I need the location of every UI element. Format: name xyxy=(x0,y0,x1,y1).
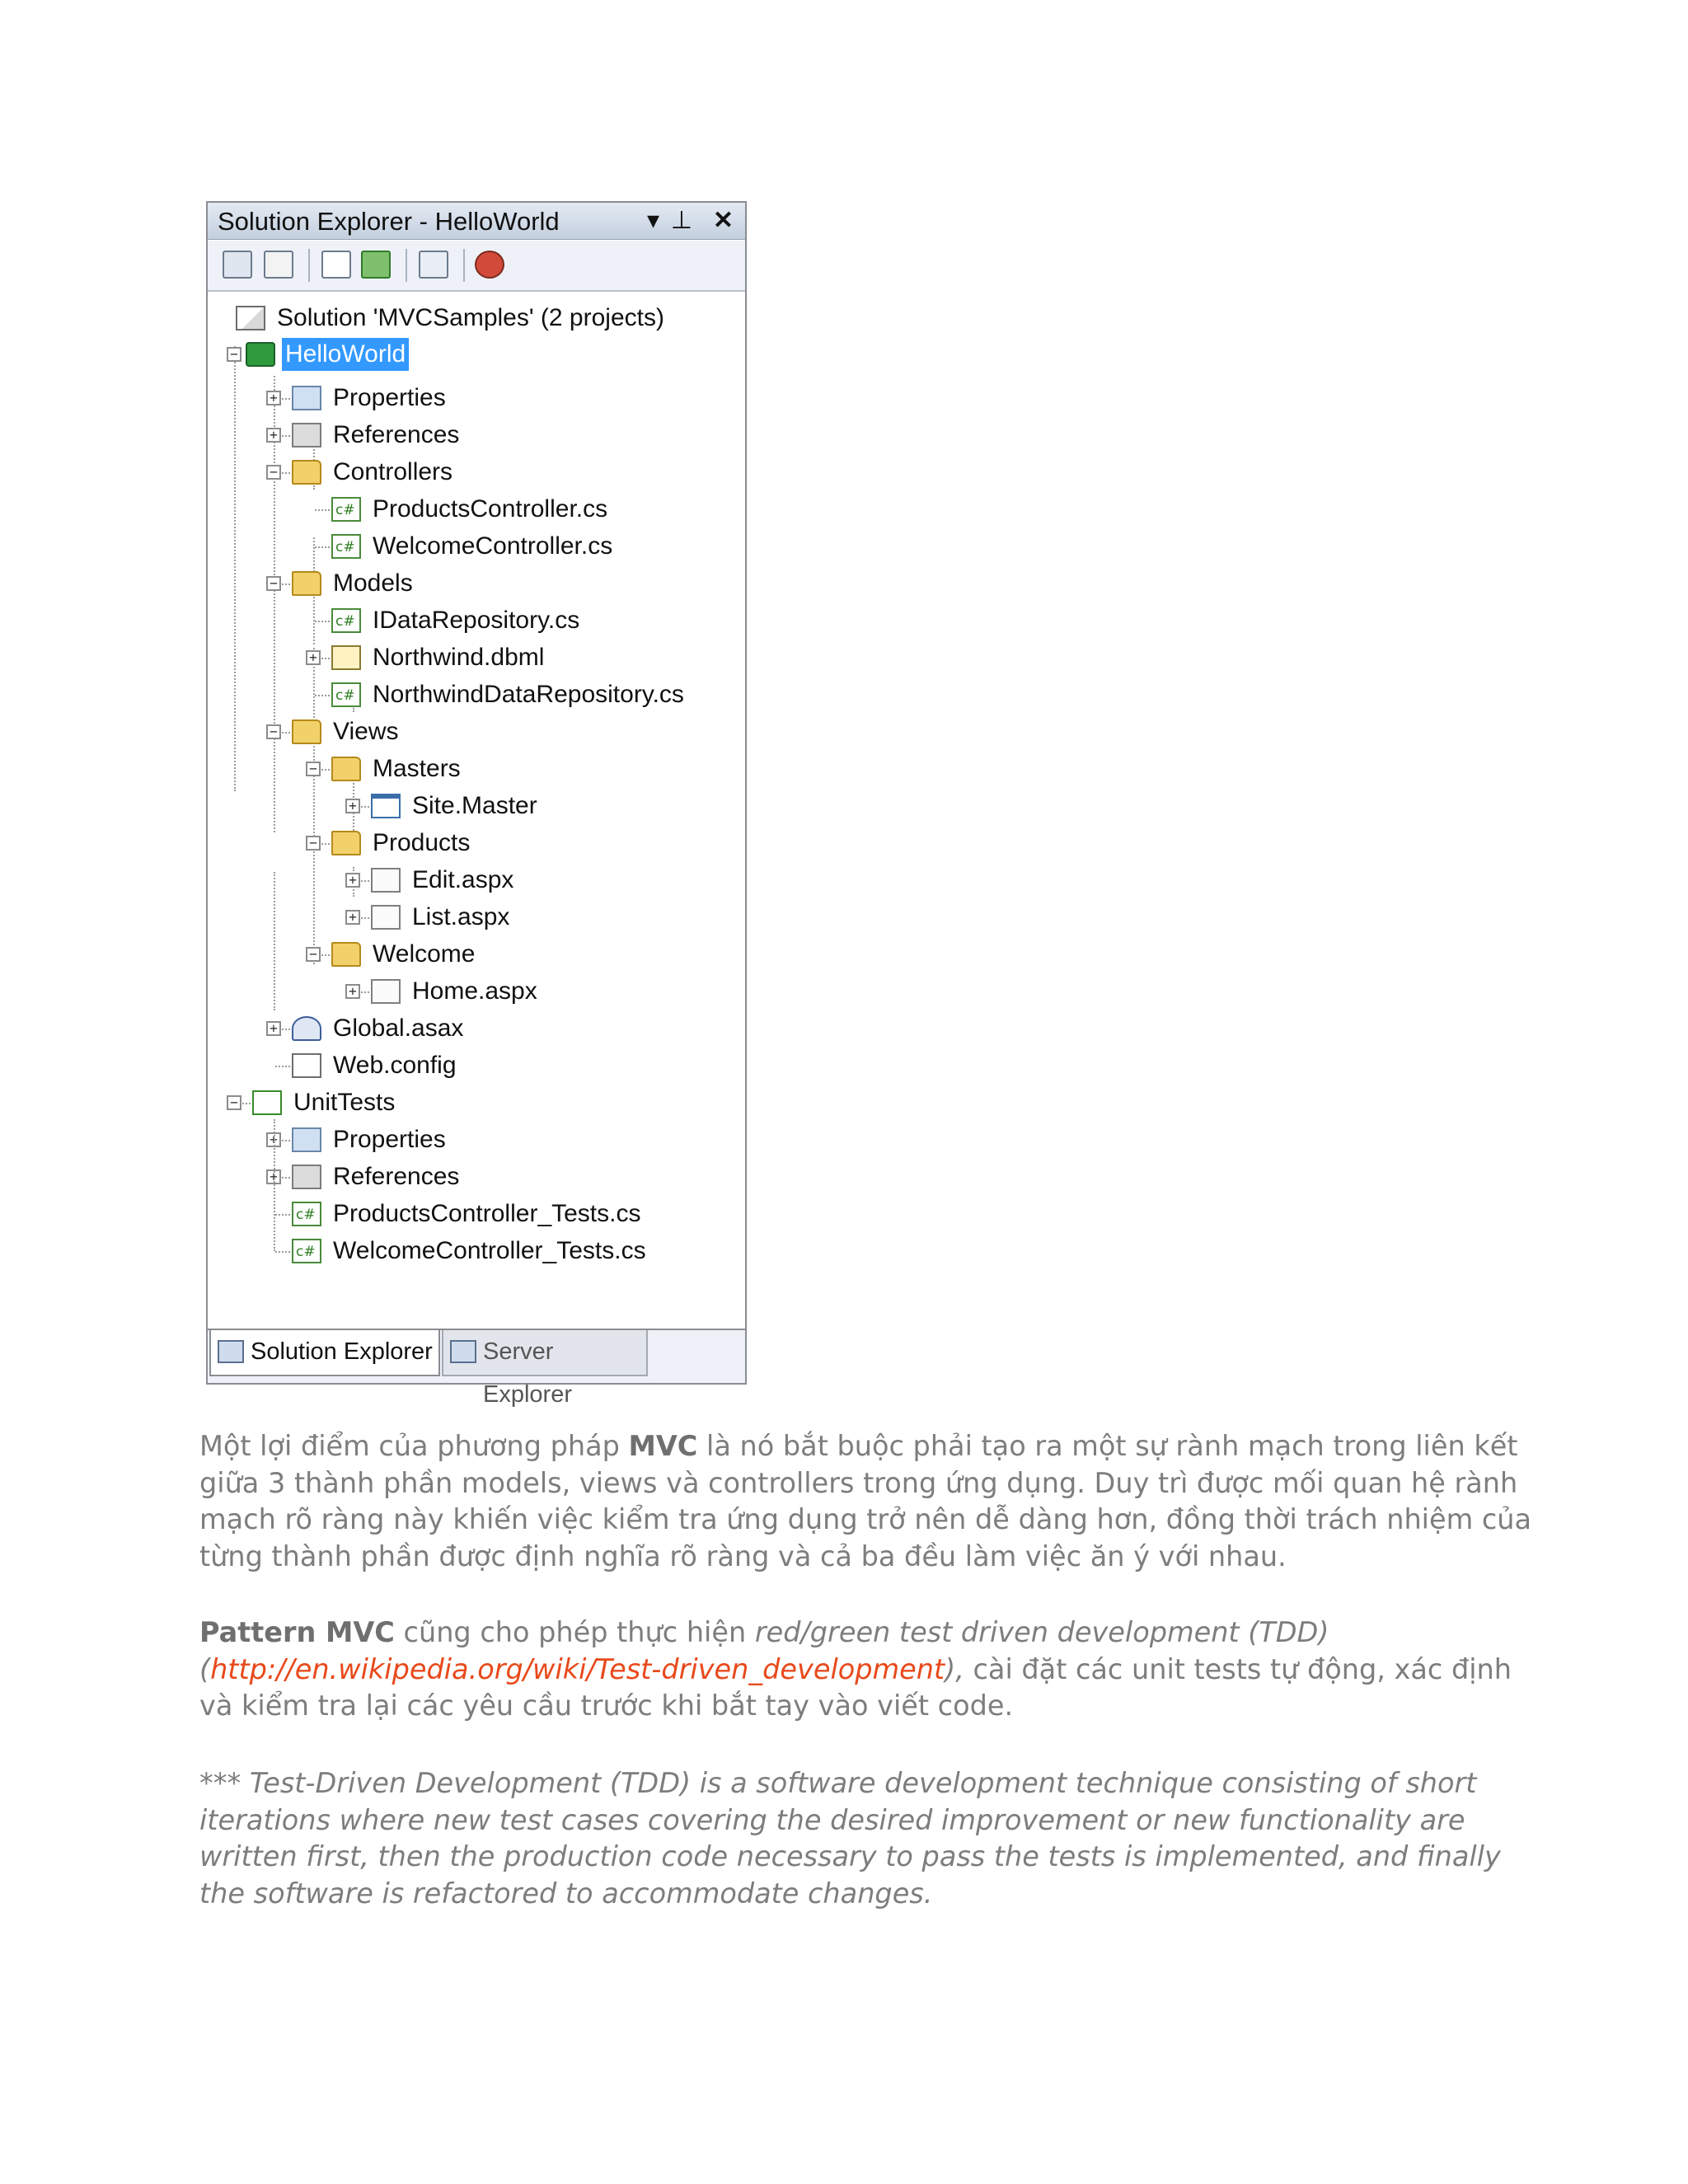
expand-icon[interactable]: + xyxy=(266,1169,281,1184)
tree-node-label: WelcomeController.cs xyxy=(373,532,613,560)
tree-node-label: Products xyxy=(373,829,471,856)
bold-term-mvc: MVC xyxy=(628,1430,698,1462)
close-icon[interactable]: ✕ xyxy=(712,207,734,234)
tree-node-label: IDataRepository.cs xyxy=(373,607,580,634)
tab-label: Solution Explorer xyxy=(251,1338,433,1365)
tree-node-label: Welcome xyxy=(373,940,476,968)
text-run: cài đặt các unit tests tự động, xác định và kiểm tra lại các yêu cầu trước khi bắt tay vào viết code. xyxy=(199,1652,1512,1722)
tree-node-label: Northwind.dbml xyxy=(373,644,545,671)
tree-node-label: Home.aspx xyxy=(412,977,537,1005)
tree-node-label: UnitTests xyxy=(293,1089,396,1116)
solution-icon xyxy=(236,306,265,330)
collapse-icon[interactable]: − xyxy=(306,947,321,962)
csharp-file-icon xyxy=(331,534,361,559)
debug-icon[interactable] xyxy=(475,251,504,279)
tree-node-label: Edit.aspx xyxy=(412,866,514,893)
tree-connector xyxy=(234,346,236,791)
tree-connector xyxy=(274,376,275,832)
tree-node-label: References xyxy=(333,421,460,448)
collapse-icon[interactable]: − xyxy=(306,762,321,776)
expand-icon[interactable]: + xyxy=(266,428,281,443)
expand-icon[interactable]: + xyxy=(345,910,360,925)
tree-connector xyxy=(315,509,333,511)
properties-folder-icon xyxy=(292,1127,321,1152)
toolbar-separator xyxy=(406,249,407,282)
tree-connector xyxy=(275,1214,293,1216)
tree-node-label: Views xyxy=(333,718,399,745)
solution-explorer-panel xyxy=(206,201,747,1408)
tree-node-label: List.aspx xyxy=(412,903,510,930)
panel-title: Solution Explorer - HelloWorld xyxy=(218,207,560,236)
tree-node-label: HelloWorld xyxy=(282,338,409,371)
toolbar-separator xyxy=(308,249,310,282)
solution-tree xyxy=(208,295,745,1329)
text-run: cũng cho phép thực hiện xyxy=(394,1616,755,1648)
expand-icon[interactable]: + xyxy=(345,984,360,999)
text-run: *** Test-Driven Development (TDD) is a software development technique consisting of short iterations where new test cases covering the desired improvement or new functionality are written first, then the production code necessary to pass the tests is implemented, and finally the software is refactored to accommodate changes. xyxy=(199,1767,1501,1910)
tree-node-label: Properties xyxy=(333,384,446,411)
tree-node-label: Masters xyxy=(373,755,461,782)
collapse-icon[interactable]: − xyxy=(227,347,241,362)
csharp-file-icon xyxy=(331,608,361,633)
window-position-dropdown-icon[interactable]: ▾ xyxy=(646,207,659,234)
tree-node-label: Controllers xyxy=(333,458,453,485)
web-project-icon xyxy=(246,342,275,367)
csharp-file-icon xyxy=(292,1239,321,1263)
collapse-icon[interactable]: − xyxy=(266,724,281,739)
tree-connector xyxy=(274,1119,275,1251)
view-code-icon[interactable] xyxy=(361,251,391,279)
collapse-icon[interactable]: − xyxy=(266,576,281,591)
expand-icon[interactable]: + xyxy=(345,873,360,888)
bold-term-pattern-mvc: Pattern MVC xyxy=(199,1616,395,1648)
folder-icon xyxy=(331,942,361,967)
config-file-icon xyxy=(292,1053,321,1078)
show-all-files-icon[interactable] xyxy=(264,251,293,279)
tree-node-label: Properties xyxy=(333,1126,446,1153)
expand-icon[interactable]: + xyxy=(306,650,321,665)
aspx-file-icon xyxy=(371,868,401,893)
tab-server-explorer[interactable] xyxy=(442,1330,648,1408)
tree-node-label: Global.asax xyxy=(333,1015,464,1042)
tree-node-label: Solution 'MVCSamples' (2 projects) xyxy=(277,304,664,331)
server-explorer-icon xyxy=(450,1340,476,1363)
italic-close: ), xyxy=(945,1652,964,1685)
folder-icon xyxy=(331,757,361,781)
folder-icon xyxy=(292,571,321,596)
collapse-icon[interactable]: − xyxy=(266,465,281,480)
auto-hide-pin-icon[interactable]: ⊥ xyxy=(670,207,692,234)
references-icon xyxy=(292,423,321,448)
tab-solution-explorer[interactable] xyxy=(209,1330,440,1376)
panel-toolbar xyxy=(208,241,745,292)
expand-icon[interactable]: + xyxy=(266,391,281,405)
asax-file-icon xyxy=(292,1016,321,1041)
aspx-file-icon xyxy=(371,905,401,930)
master-page-icon xyxy=(371,794,401,818)
csharp-file-icon xyxy=(331,497,361,522)
properties-folder-icon xyxy=(292,386,321,410)
paragraph-mvc-benefit xyxy=(199,1428,1535,1575)
tree-node-label: ProductsController_Tests.cs xyxy=(333,1200,641,1227)
tree-connector xyxy=(315,695,333,696)
tab-label: Server Explorer xyxy=(483,1338,572,1408)
csharp-file-icon xyxy=(292,1202,321,1226)
collapse-icon[interactable]: − xyxy=(306,836,321,851)
expand-icon[interactable]: + xyxy=(266,1021,281,1036)
tree-node-label: Web.config xyxy=(333,1052,457,1079)
properties-icon[interactable] xyxy=(223,251,252,279)
toolbar-separator xyxy=(463,249,465,282)
collapse-icon[interactable]: − xyxy=(227,1095,241,1110)
expand-icon[interactable]: + xyxy=(266,1132,281,1147)
tree-node-label: References xyxy=(333,1163,460,1190)
solution-explorer-icon xyxy=(218,1340,244,1363)
paragraph-pattern-mvc xyxy=(199,1615,1535,1725)
folder-icon xyxy=(292,719,321,744)
tree-connector xyxy=(275,1251,293,1253)
tdd-wikipedia-link[interactable]: http://en.wikipedia.org/wiki/Test-driven_development xyxy=(210,1652,945,1685)
tree-connector xyxy=(274,872,275,1010)
dbml-file-icon xyxy=(331,645,361,670)
text-run: Một lợi điểm của phương pháp xyxy=(199,1430,629,1462)
tree-connector xyxy=(315,621,333,622)
class-view-icon[interactable] xyxy=(419,251,448,279)
panel-titlebar xyxy=(208,203,745,240)
test-project-icon xyxy=(252,1090,282,1115)
italic-term-tdd: red/green test driven development (TDD) ( xyxy=(199,1616,1329,1685)
panel-tabstrip xyxy=(208,1329,745,1408)
tree-node-label: Models xyxy=(333,569,413,597)
csharp-file-icon xyxy=(331,682,361,707)
aspx-file-icon xyxy=(371,979,401,1004)
tree-node-label: Site.Master xyxy=(412,792,537,819)
tree-node-label: ProductsController.cs xyxy=(373,495,608,523)
expand-icon[interactable]: + xyxy=(345,799,360,813)
paragraph-tdd-definition xyxy=(199,1765,1535,1912)
tree-node-label: WelcomeController_Tests.cs xyxy=(333,1237,646,1264)
folder-icon xyxy=(292,460,321,485)
tree-connector xyxy=(275,1066,293,1067)
tree-connector xyxy=(315,546,333,548)
text-run: là nó bắt buộc phải tạo ra một sự rành mạch trong liên kết giữa 3 thành phần models, views và controllers trong ứng dụng. Duy trì được mối quan hệ rành mạch rõ ràng này khiến việc kiểm tra ứng dụng trở nên dễ dàng hơn, đồng thời trách nhiệm của từng thành phần được định nghĩa rõ ràng và cả ba đều làm việc ăn ý với nhau. xyxy=(199,1430,1532,1572)
references-icon xyxy=(292,1165,321,1189)
refresh-icon[interactable] xyxy=(321,251,351,279)
tree-node-label: NorthwindDataRepository.cs xyxy=(373,681,684,708)
folder-icon xyxy=(331,831,361,855)
